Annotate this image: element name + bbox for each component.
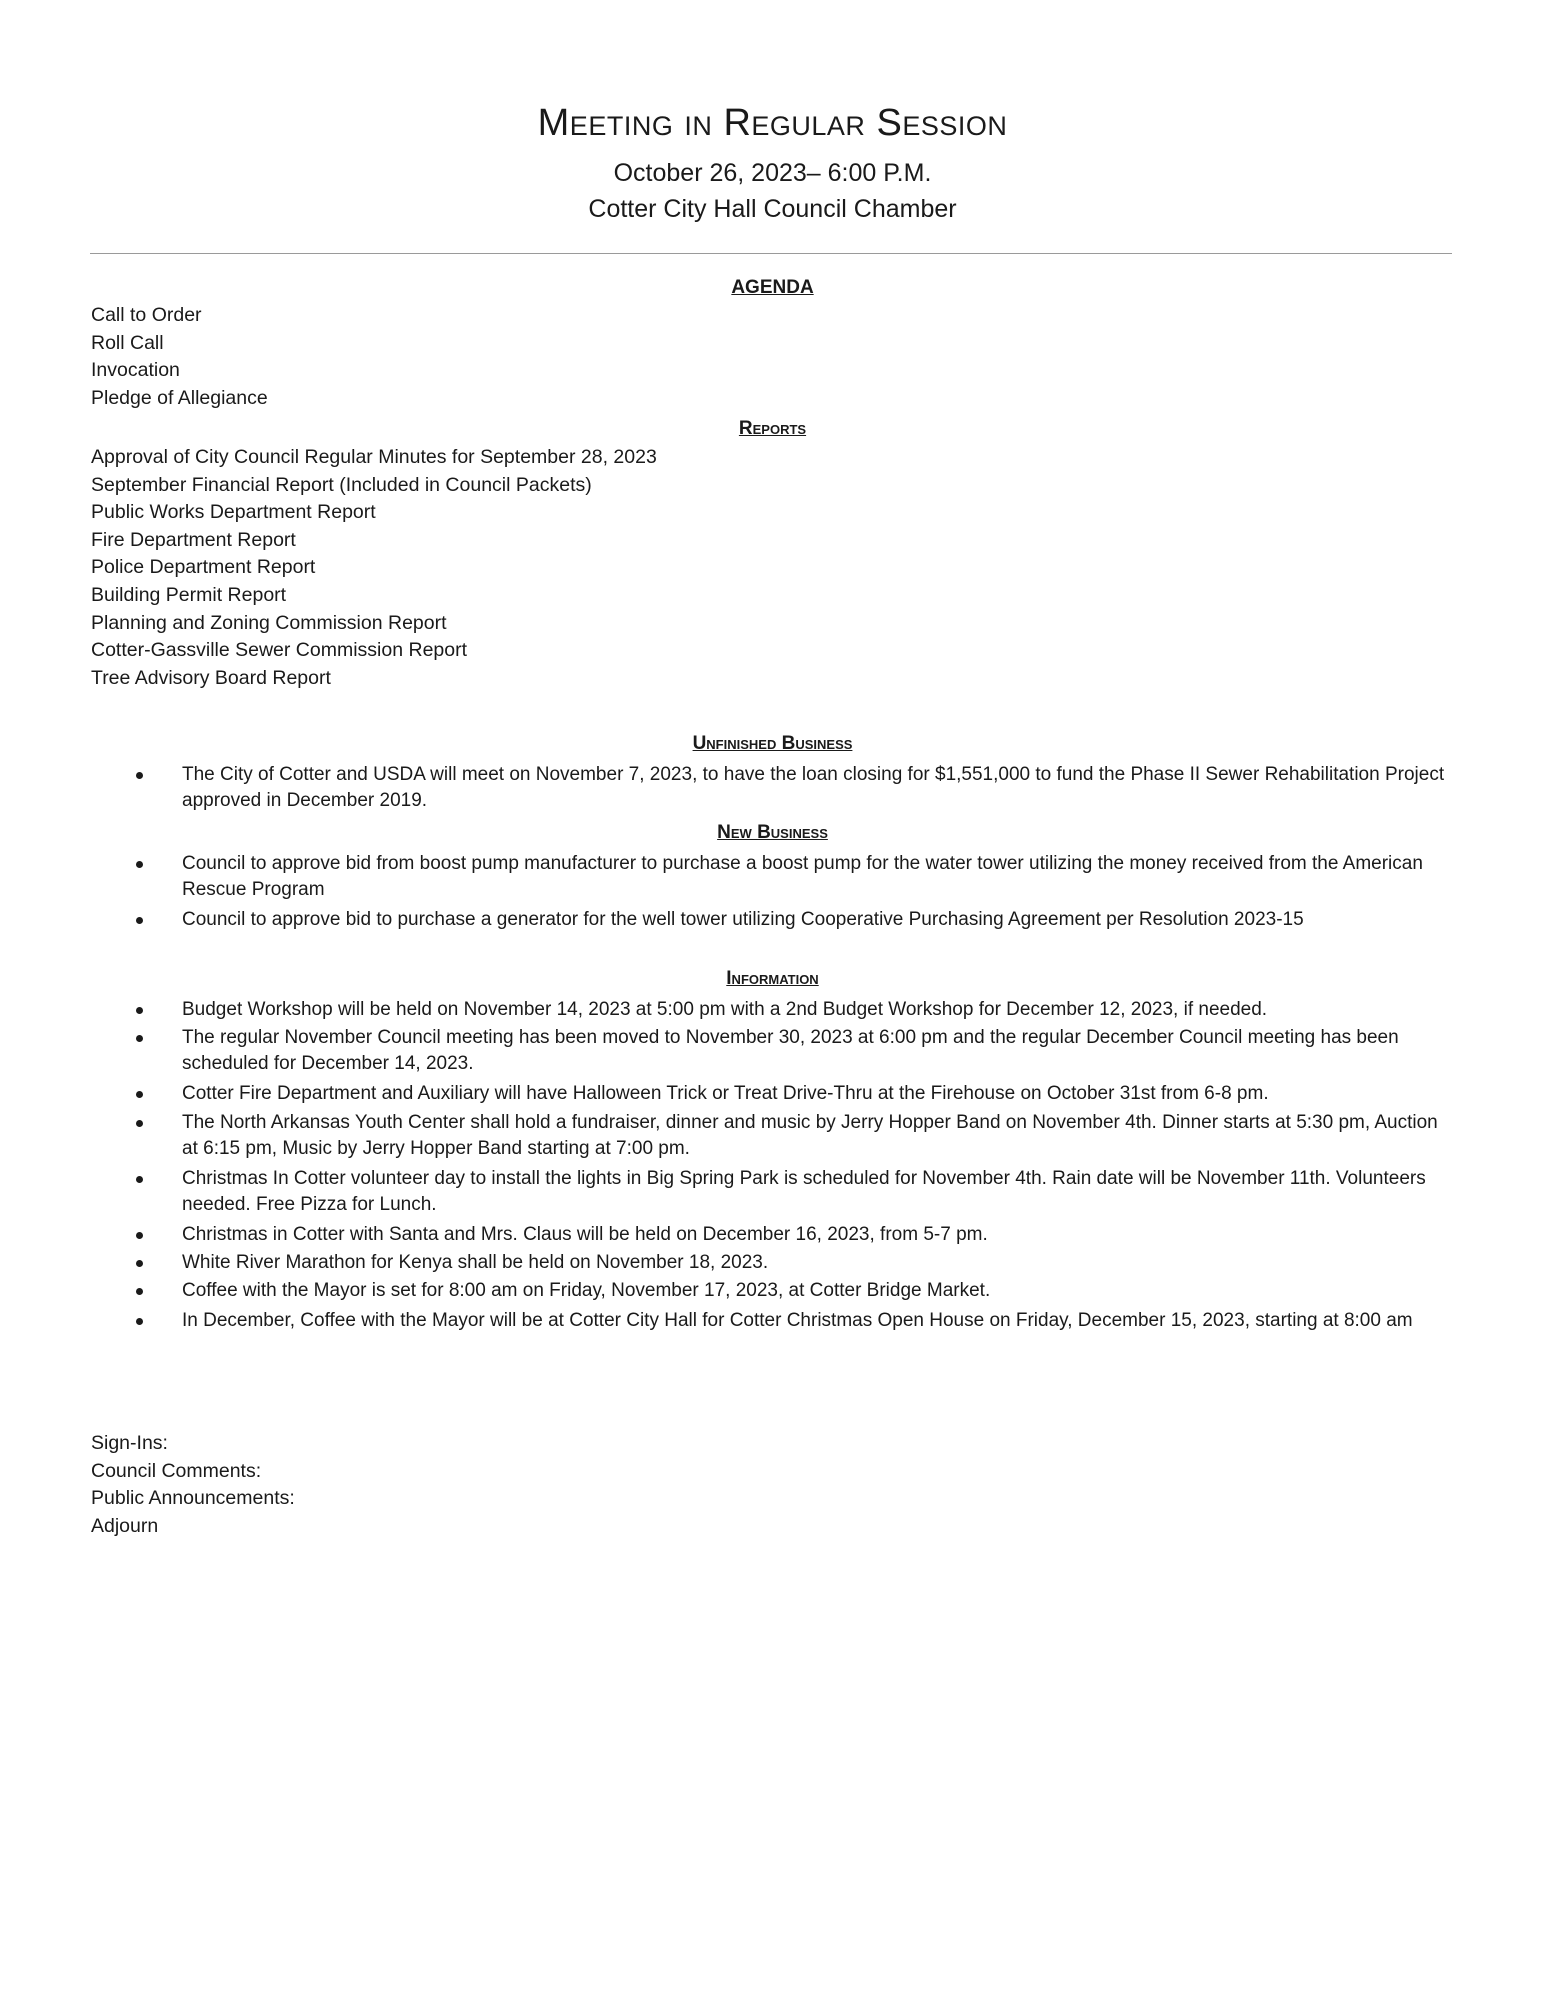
bullet-icon xyxy=(136,1120,143,1127)
list-item: Approval of City Council Regular Minutes for September 28, 2023 xyxy=(91,446,657,468)
list-item: Call to Order xyxy=(91,304,202,326)
list-item: Cotter-Gassville Sewer Commission Report xyxy=(91,639,468,662)
list-item: Sign-Ins: xyxy=(91,1432,168,1454)
bullet-icon xyxy=(136,772,143,779)
unfinished-business-list xyxy=(136,762,1456,814)
header-divider xyxy=(90,253,1452,254)
new-business-heading: New Business xyxy=(717,822,828,843)
list-item: The regular November Council meeting has been moved to November 30, 2023 at 6:00 pm and the regular December Council meeting has been scheduled for December 14, 2023. xyxy=(136,1025,1456,1077)
list-item: Roll Call xyxy=(91,331,164,354)
list-item: Invocation xyxy=(91,359,180,382)
bullet-icon xyxy=(136,1288,143,1295)
list-item: Coffee with the Mayor is set for 8:00 am on Friday, November 17, 2023, at Cotter Bridge Market. xyxy=(136,1278,1456,1304)
bullet-icon xyxy=(136,1007,143,1014)
closing-list xyxy=(91,1430,295,1540)
list-item: Christmas in Cotter with Santa and Mrs. Claus will be held on December 16, 2023, from 5-7 pm. xyxy=(136,1222,1456,1248)
bullet-icon xyxy=(136,861,143,868)
list-item: Council Comments: xyxy=(91,1459,262,1482)
list-item: Fire Department Report xyxy=(91,528,296,551)
list-item: Budget Workshop will be held on November 14, 2023 at 5:00 pm with a 2nd Budget Workshop for December 12, 2023, if needed. xyxy=(136,997,1456,1023)
unfinished-business-heading: Unfinished Business xyxy=(692,733,853,754)
reports-heading: Reports xyxy=(738,418,807,439)
list-item: Tree Advisory Board Report xyxy=(91,666,331,689)
list-item: In December, Coffee with the Mayor will be at Cotter City Hall for Cotter Christmas Open House on Friday, December 15, 2023, starting at 8:00 am xyxy=(136,1308,1456,1334)
list-item: Building Permit Report xyxy=(91,583,287,606)
meeting-location: Cotter City Hall Council Chamber xyxy=(588,195,957,223)
list-item: Police Department Report xyxy=(91,556,316,579)
agenda-heading: AGENDA xyxy=(731,277,814,298)
bullet-icon xyxy=(136,1035,143,1042)
list-item: Christmas In Cotter volunteer day to install the lights in Big Spring Park is scheduled for November 4th. Rain date will be November 11th. Volunteers needed. Free Pizza for Lunch. xyxy=(136,1166,1456,1218)
list-item: Adjourn xyxy=(91,1514,159,1537)
bullet-icon xyxy=(136,1260,143,1267)
list-item: Pledge of Allegiance xyxy=(91,386,268,409)
list-item: White River Marathon for Kenya shall be held on November 18, 2023. xyxy=(136,1250,1456,1276)
list-item: Public Announcements: xyxy=(91,1487,295,1510)
list-item: September Financial Report (Included in Council Packets) xyxy=(91,473,592,496)
bullet-icon xyxy=(136,1091,143,1098)
information-list xyxy=(136,997,1456,1334)
list-item: The City of Cotter and USDA will meet on November 7, 2023, to have the loan closing for $1,551,000 to fund the Phase II Sewer Rehabilitation Project approved in December 2019. xyxy=(136,762,1456,814)
agenda-list xyxy=(91,302,268,412)
list-item: Council to approve bid from boost pump manufacturer to purchase a boost pump for the water tower utilizing the money received from the American Rescue Program xyxy=(136,851,1456,903)
list-item: Council to approve bid to purchase a generator for the well tower utilizing Cooperative Purchasing Agreement per Resolution 2023-15 xyxy=(136,907,1456,933)
bullet-icon xyxy=(136,1318,143,1325)
information-heading: Information xyxy=(726,968,819,989)
new-business-list xyxy=(136,851,1456,933)
list-item: Planning and Zoning Commission Report xyxy=(91,611,447,634)
list-item: Cotter Fire Department and Auxiliary will have Halloween Trick or Treat Drive-Thru at the Firehouse on October 31st from 6-8 pm. xyxy=(136,1081,1456,1107)
bullet-icon xyxy=(136,1176,143,1183)
bullet-icon xyxy=(136,1232,143,1239)
meeting-date-time: October 26, 2023– 6:00 P.M. xyxy=(613,159,932,187)
reports-list xyxy=(91,444,657,692)
list-item: Public Works Department Report xyxy=(91,501,376,524)
list-item: The North Arkansas Youth Center shall hold a fundraiser, dinner and music by Jerry Hopper Band on November 4th. Dinner starts at 5:30 pm, Auction at 6:15 pm, Music by Jerry Hopper Band starting at 7:00 pm. xyxy=(136,1110,1456,1162)
page-title: Meeting in Regular Session xyxy=(537,102,1008,144)
bullet-icon xyxy=(136,917,143,924)
